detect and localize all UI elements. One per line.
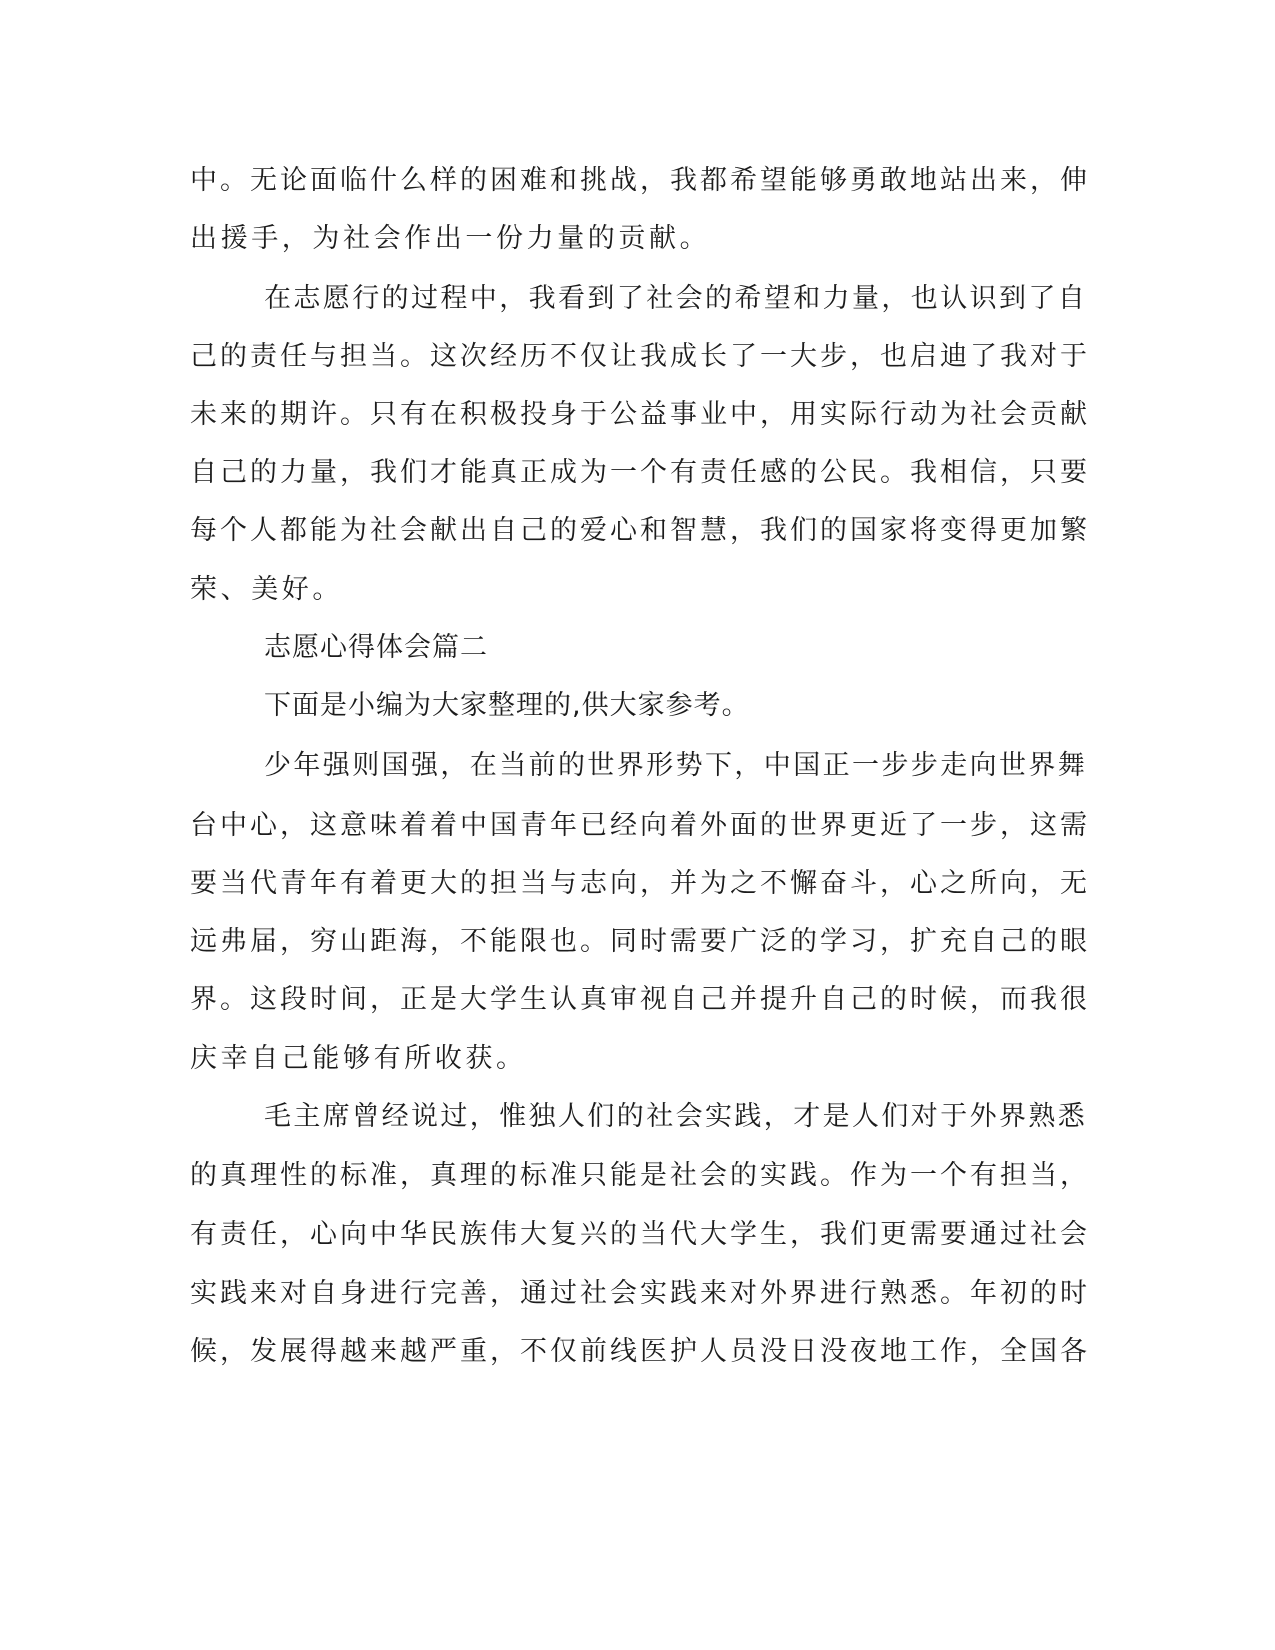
text-line: 下面是小编为大家整理的,供大家参考。 xyxy=(264,690,750,721)
text-line: 台中心，这意味着着中国青年已经向着外面的世界更近了一步，这需 xyxy=(190,810,1090,841)
paragraph-4-line-4 xyxy=(0,1274,1275,1314)
text-line: 要当代青年有着更大的担当与志向，并为之不懈奋斗，心之所向，无 xyxy=(190,868,1090,899)
paragraph-3-line-6 xyxy=(0,1039,1275,1079)
paragraph-2-line-4 xyxy=(0,453,1275,493)
paragraph-4-line-5 xyxy=(0,1332,1275,1372)
paragraph-3-line-1 xyxy=(0,746,1275,786)
intro-line xyxy=(0,686,1275,726)
paragraph-3-line-3 xyxy=(0,864,1275,904)
paragraph-3-line-5 xyxy=(0,980,1275,1020)
heading-text: 志愿心得体会篇二 xyxy=(264,632,488,663)
text-line: 的真理性的标准，真理的标准只能是社会的实践。作为一个有担当， xyxy=(190,1160,1090,1191)
text-line: 候，发展得越来越严重，不仅前线医护人员没日没夜地工作，全国各 xyxy=(190,1336,1090,1367)
text-line: 实践来对自身进行完善，通过社会实践来对外界进行熟悉。年初的时 xyxy=(190,1278,1090,1309)
text-line: 庆幸自己能够有所收获。 xyxy=(190,1043,527,1074)
paragraph-4-line-2 xyxy=(0,1156,1275,1196)
text-line: 远弗届，穷山距海，不能限也。同时需要广泛的学习，扩充自己的眼 xyxy=(190,926,1090,957)
paragraph-2-line-5 xyxy=(0,511,1275,551)
paragraph-2-line-6 xyxy=(0,570,1275,610)
paragraph-2-line-1 xyxy=(0,279,1275,319)
text-line: 未来的期许。只有在积极投身于公益事业中，用实际行动为社会贡献 xyxy=(190,399,1090,430)
paragraph-4-line-1 xyxy=(0,1097,1275,1137)
text-line: 在志愿行的过程中，我看到了社会的希望和力量，也认识到了自 xyxy=(264,283,1088,314)
paragraph-4-line-3 xyxy=(0,1215,1275,1255)
text-line: 自己的力量，我们才能真正成为一个有责任感的公民。我相信，只要 xyxy=(190,457,1090,488)
text-line: 毛主席曾经说过，惟独人们的社会实践，才是人们对于外界熟悉 xyxy=(264,1101,1088,1132)
paragraph-2-line-3 xyxy=(0,395,1275,435)
text-line: 界。这段时间，正是大学生认真审视自己并提升自己的时候，而我很 xyxy=(190,984,1090,1015)
text-line: 有责任，心向中华民族伟大复兴的当代大学生，我们更需要通过社会 xyxy=(190,1219,1090,1250)
paragraph-1-line-2 xyxy=(0,219,1275,259)
paragraph-3-line-4 xyxy=(0,922,1275,962)
paragraph-3-line-2 xyxy=(0,806,1275,846)
text-line: 中。无论面临什么样的困难和挑战，我都希望能够勇敢地站出来，伸 xyxy=(190,165,1090,196)
paragraph-1-line-1 xyxy=(0,161,1275,201)
text-line: 荣、美好。 xyxy=(190,574,343,605)
paragraph-2-line-2 xyxy=(0,337,1275,377)
text-line: 己的责任与担当。这次经历不仅让我成长了一大步，也启迪了我对于 xyxy=(190,341,1090,372)
section-heading xyxy=(0,628,1275,668)
text-line: 每个人都能为社会献出自己的爱心和智慧，我们的国家将变得更加繁 xyxy=(190,515,1090,546)
text-line: 出援手，为社会作出一份力量的贡献。 xyxy=(190,223,711,254)
text-line: 少年强则国强，在当前的世界形势下，中国正一步步走向世界舞 xyxy=(264,750,1088,781)
